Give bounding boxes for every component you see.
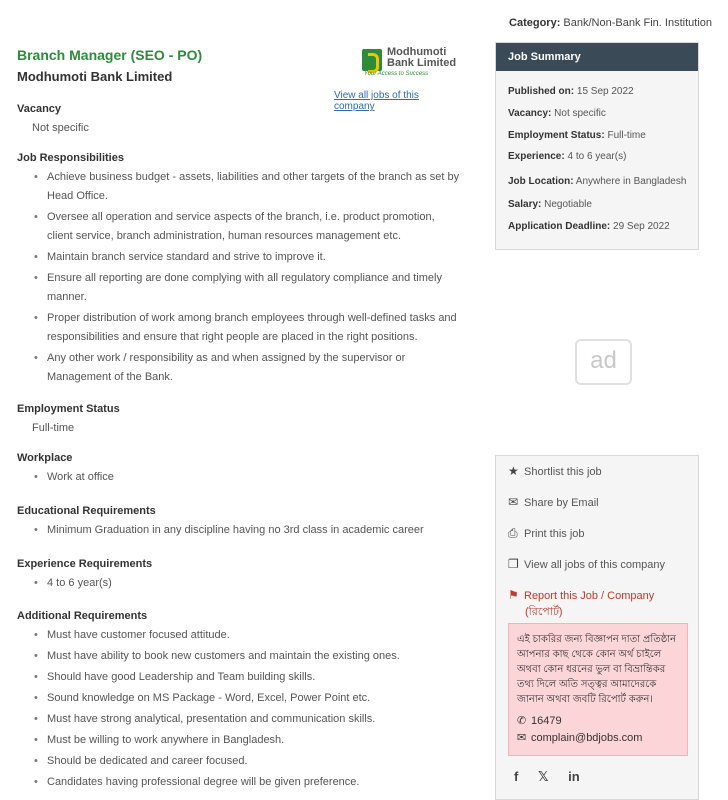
employment-status-value: Full-time (32, 422, 75, 434)
list-item: • Should be dedicated and career focused. (32, 752, 462, 771)
view-all-jobs-button[interactable]: ❐ View all jobs of this company (508, 557, 666, 571)
list-item: • Achieve business budget - assets, liabilities and other targets of the branch as set by Head Office. (32, 168, 462, 206)
job-title: Branch Manager (SEO - PO) (17, 47, 203, 63)
job-summary-panel (495, 42, 699, 250)
notice-email[interactable]: ✉ complain@bdjobs.com (517, 732, 643, 744)
company-name: Modhumoti Bank Limited (17, 69, 173, 84)
flag-icon: ⚑ (508, 588, 519, 602)
list-item: • Maintain branch service standard and strive to improve it. (32, 248, 462, 267)
education-section (17, 505, 462, 540)
copy-icon: ❐ (508, 557, 519, 571)
summary-salary: Salary: Negotiable (508, 199, 592, 210)
list-item: • Work at office (32, 468, 462, 487)
summary-published: Published on: 15 Sep 2022 (508, 86, 634, 97)
share-email-button[interactable]: ✉ Share by Email (508, 495, 599, 509)
list-item: • Candidates having professional degree will be given preference. (32, 773, 462, 792)
linkedin-icon[interactable]: in (568, 769, 580, 784)
star-icon: ★ (508, 464, 519, 478)
company-logo (362, 47, 460, 81)
category-value: Bank/Non-Bank Fin. Institution (563, 17, 712, 29)
list-item: • Ensure all reporting are done complying with all regulatory compliance and timely manner. (32, 269, 462, 307)
job-summary-heading: Job Summary (496, 43, 698, 71)
list-item: • Must have customer focused attitude. (32, 626, 462, 645)
print-button[interactable]: ⎙ Print this job (508, 526, 585, 540)
list-item: • Must be willing to work anywhere in Bangladesh. (32, 731, 462, 750)
additional-heading: Additional Requirements (17, 610, 148, 622)
summary-location: Job Location: Anywhere in Bangladesh (508, 176, 687, 187)
responsibilities-heading: Job Responsibilities (17, 152, 124, 164)
vacancy-value: Not specific (32, 122, 89, 134)
workplace-section (17, 452, 462, 487)
employment-status-heading: Employment Status (17, 403, 120, 415)
job-details (17, 46, 462, 788)
summary-vacancy: Vacancy: Not specific (508, 108, 606, 119)
notice-phone[interactable]: ✆ 16479 (517, 715, 562, 727)
envelope-icon: ✉ (508, 495, 519, 509)
list-item: • Minimum Graduation in any discipline having no 3rd class in academic career (32, 521, 462, 540)
list-item: • 4 to 6 year(s) (32, 574, 462, 593)
report-bangla-label: (রিপোর্ট) (525, 606, 563, 618)
envelope-icon: ✉ (517, 732, 527, 744)
vacancy-section (17, 103, 462, 134)
list-item: • Any other work / responsibility as and when assigned by the supervisor or Management of the Bank. (32, 349, 462, 387)
phone-icon: ✆ (517, 715, 527, 727)
logo-tagline: Your Access to Success (364, 71, 429, 77)
list-item: • Should have good Leadership and Team building skills. (32, 668, 462, 687)
list-item: • Must have ability to book new customers and maintain the existing ones. (32, 647, 462, 666)
view-all-jobs-link[interactable]: View all jobs of this company (334, 90, 419, 112)
shortlist-button[interactable]: ★ Shortlist this job (508, 464, 602, 478)
summary-deadline: Application Deadline: 29 Sep 2022 (508, 221, 670, 232)
ad-placeholder: ad (575, 339, 632, 385)
category-line (509, 17, 712, 29)
workplace-heading: Workplace (17, 452, 73, 464)
list-item: • Must have strong analytical, presentation and communication skills. (32, 710, 462, 729)
list-item: • Proper distribution of work among branch employees through well-defined tasks and responsibilities and ensure that right people are placed in the right positions. (32, 309, 462, 347)
logo-text: Modhumoti Bank Limited (387, 46, 457, 69)
responsibilities-section (17, 152, 462, 387)
facebook-icon[interactable]: f (514, 769, 519, 784)
responsibilities-list (32, 168, 462, 387)
experience-section (17, 558, 462, 593)
twitter-icon[interactable]: 𝕏 (537, 769, 549, 784)
experience-heading: Experience Requirements (17, 558, 153, 570)
logo-mark-icon (362, 49, 382, 71)
summary-status: Employment Status: Full-time (508, 130, 646, 141)
notice-text: এই চাকরির জন্য বিজ্ঞাপন দাতা প্রতিষ্ঠান আপনার কাছ থেকে কোন অর্থ চাইলে অথবা কোন ধরনের ভুল বা বিভ্রান্তিকর তথ্য দিলে অতি সত্ত্বর আমাদেরকে জানান অথবা জবটি রিপোর্ট করুন। (517, 634, 677, 705)
printer-icon: ⎙ (508, 526, 518, 540)
education-heading: Educational Requirements (17, 505, 156, 517)
fraud-notice (508, 623, 688, 756)
list-item: • Oversee all operation and service aspects of the branch, i.e. product promotion, client service, branch administration, human resources management etc. (32, 208, 462, 246)
category-label: Category: (509, 17, 561, 29)
additional-section (17, 610, 462, 792)
vacancy-heading: Vacancy (17, 103, 62, 115)
employment-status-section (17, 403, 462, 434)
report-button[interactable]: ⚑ Report this Job / Company (রিপোর্ট) (508, 588, 655, 618)
summary-experience: Experience: 4 to 6 year(s) (508, 151, 627, 162)
social-share (514, 769, 596, 785)
job-actions-panel (495, 455, 699, 800)
list-item: • Sound knowledge on MS Package - Word, Excel, Power Point etc. (32, 689, 462, 708)
